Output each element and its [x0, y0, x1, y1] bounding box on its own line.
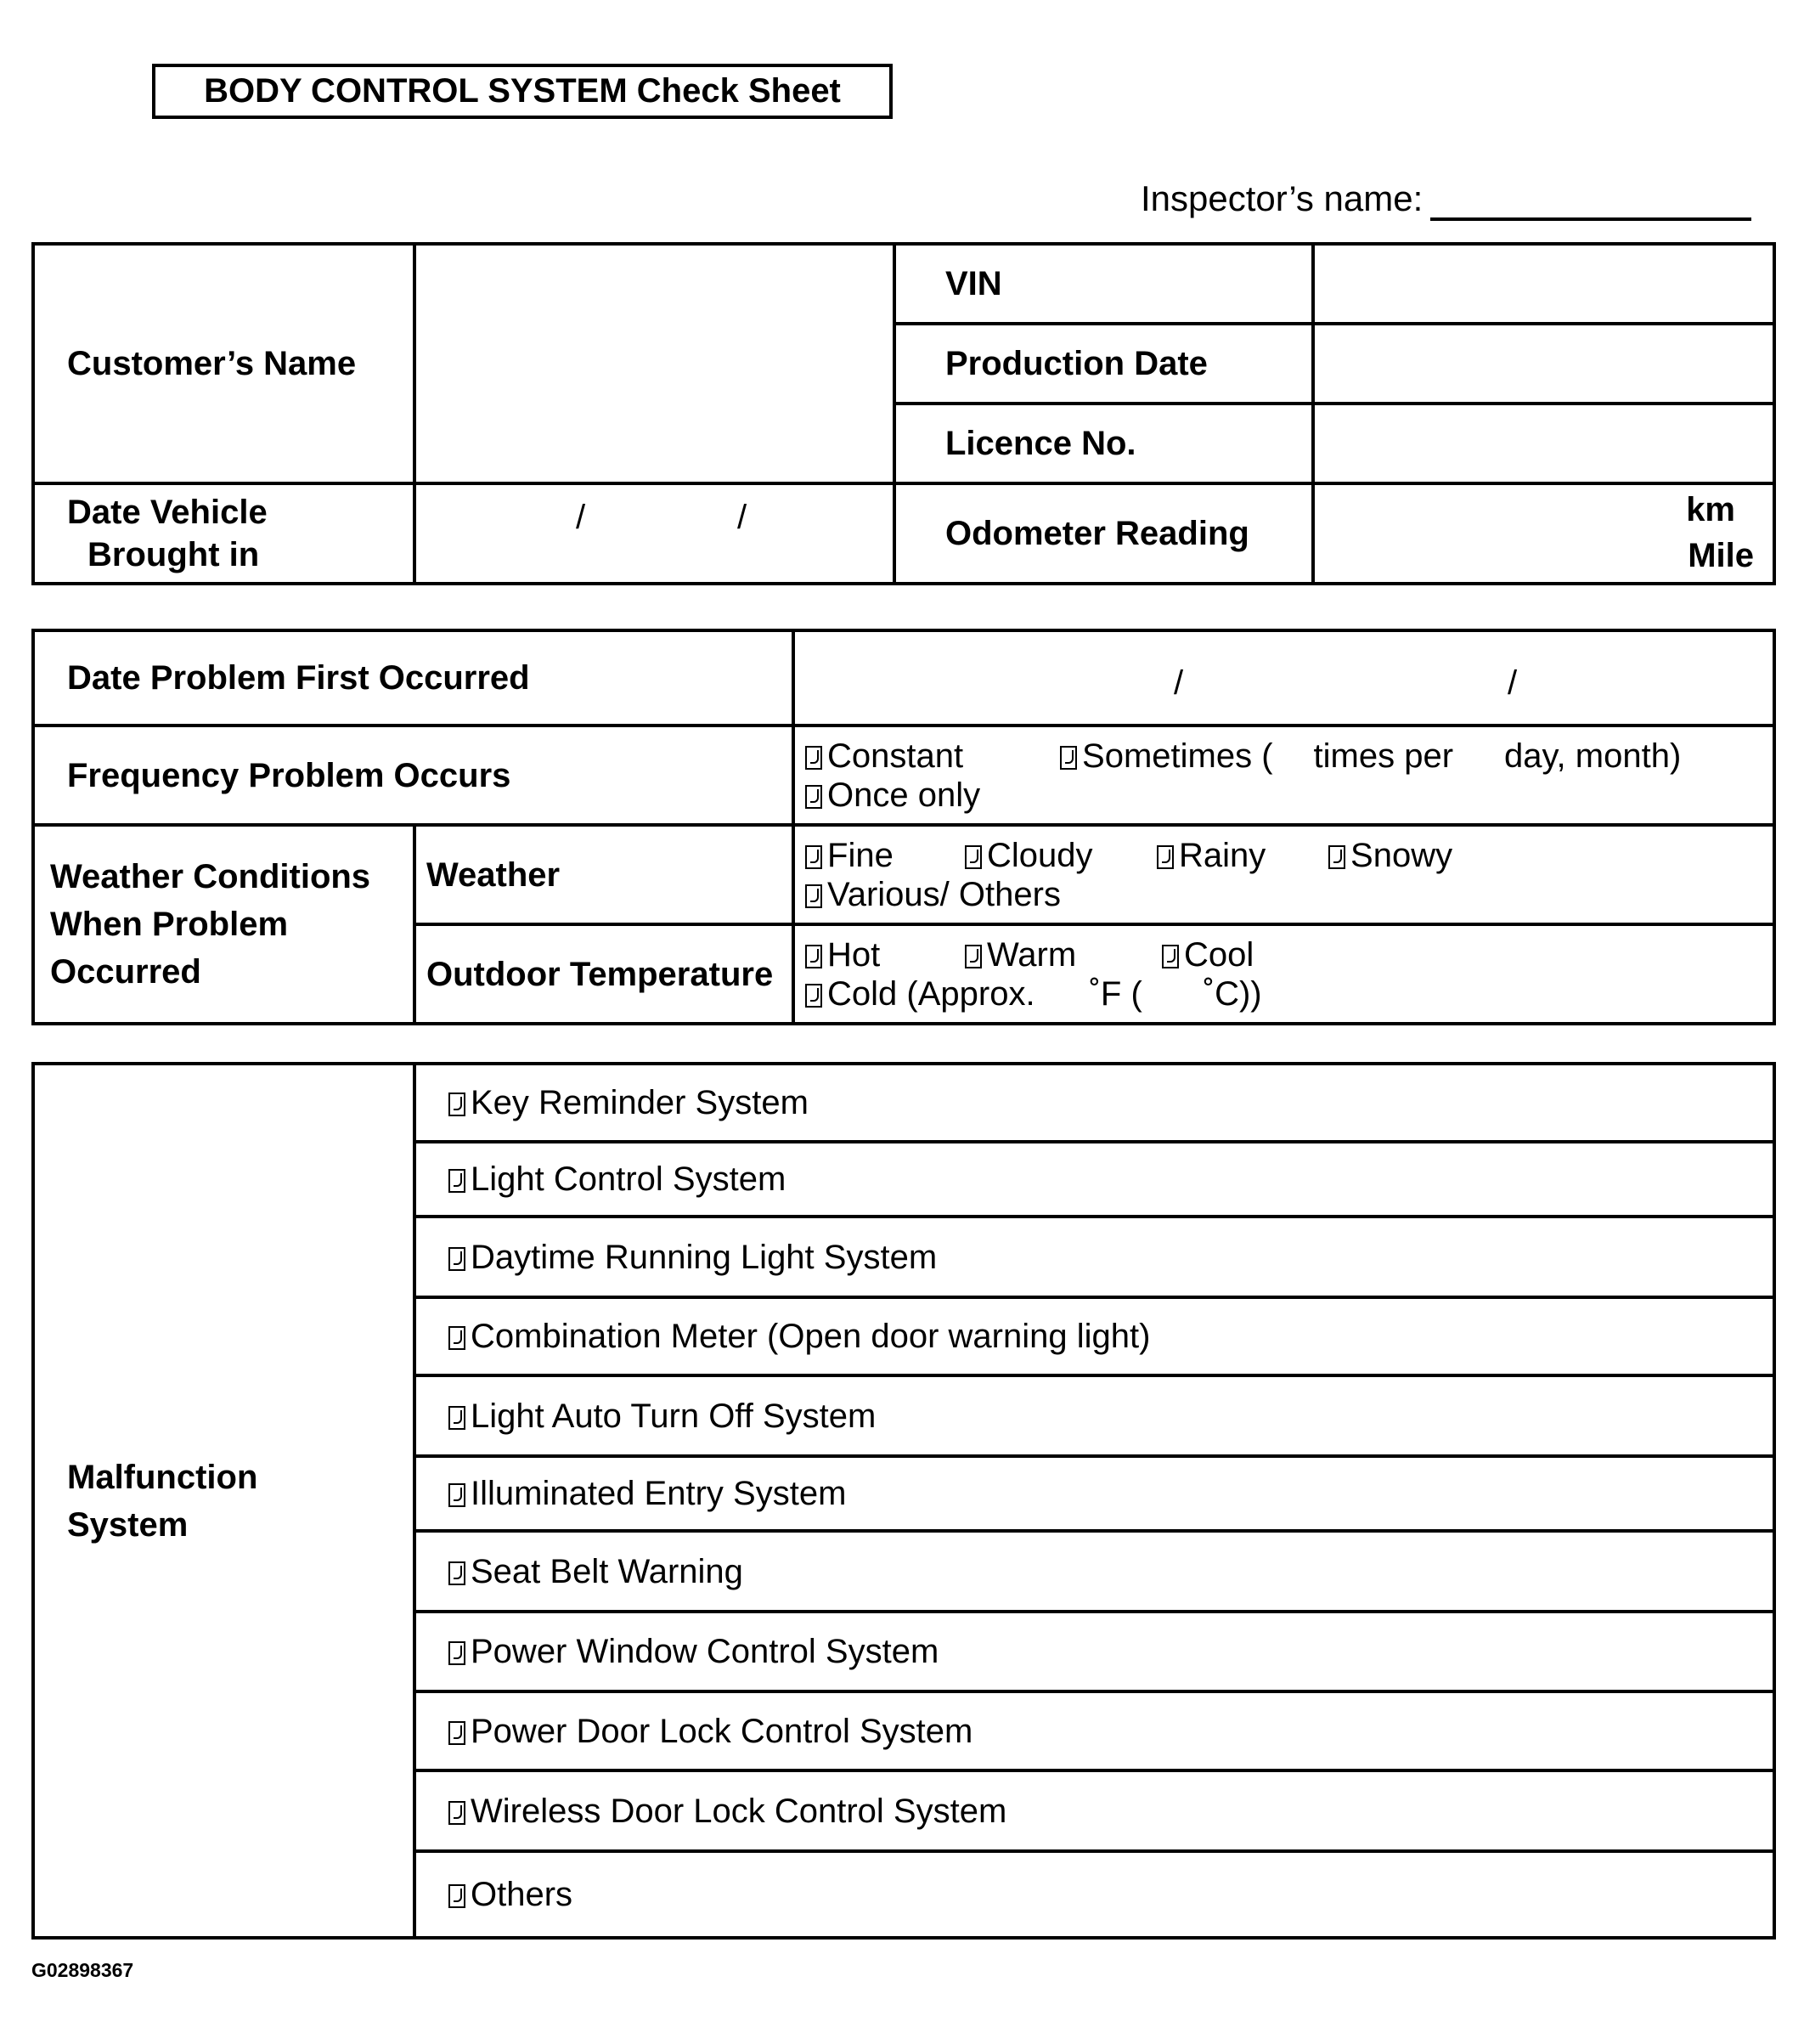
malfunction-item[interactable]: [414, 1531, 1774, 1612]
licence-no-field[interactable]: [1313, 404, 1774, 483]
malfunction-item[interactable]: [414, 1851, 1774, 1938]
checkbox-icon: [448, 1561, 465, 1585]
malfunction-label-line1: Malfunction: [67, 1458, 258, 1496]
checkbox-icon: [805, 945, 822, 968]
weather-rainy-text: Rainy: [1179, 836, 1266, 874]
weather-options: [793, 825, 1774, 924]
date-separator-1: /: [576, 499, 586, 536]
checkbox-icon: [1060, 746, 1077, 770]
checkbox-icon: [1157, 845, 1174, 869]
problem-conditions-table: [31, 629, 1776, 1025]
malfunction-item-text: Combination Meter (Open door warning light): [471, 1318, 1151, 1355]
weather-snowy-option[interactable]: [1328, 836, 1452, 875]
checkbox-icon: [448, 1641, 465, 1665]
checkbox-icon: [805, 884, 822, 908]
temp-warm-text: Warm: [987, 935, 1077, 974]
date-brought-in-line1: Date Vehicle: [67, 494, 268, 531]
checkbox-icon: [448, 1247, 465, 1271]
weather-conditions-line3: Occurred: [50, 953, 201, 991]
weather-rainy-option[interactable]: [1157, 836, 1328, 875]
weather-conditions-label: [33, 825, 414, 1024]
temp-cold-option[interactable]: [805, 974, 1035, 1014]
temp-celsius-unit: ˚C)): [1203, 974, 1262, 1013]
weather-conditions-line1: Weather Conditions: [50, 858, 371, 895]
customer-name-label: Customer’s Name: [33, 244, 414, 483]
malfunction-item-text: Illuminated Entry System: [471, 1475, 847, 1512]
checkbox-icon: [448, 1169, 465, 1193]
vin-field[interactable]: [1313, 244, 1774, 324]
malfunction-item[interactable]: [414, 1142, 1774, 1217]
freq-sometimes-text: Sometimes (: [1082, 737, 1273, 775]
malfunction-item[interactable]: [414, 1217, 1774, 1297]
checkbox-icon: [1328, 845, 1345, 869]
weather-various-option[interactable]: [805, 875, 1061, 914]
checkbox-icon: [805, 785, 822, 809]
temp-hot-option[interactable]: [805, 935, 965, 974]
malfunction-item-text: Light Control System: [471, 1160, 786, 1198]
weather-fine-text: Fine: [827, 836, 894, 874]
malfunction-label-line2: System: [67, 1505, 189, 1544]
weather-cloudy-text: Cloudy: [987, 836, 1093, 874]
unit-km: km: [1686, 491, 1735, 528]
malfunction-item-text: Wireless Door Lock Control System: [471, 1792, 1007, 1830]
checkbox-icon: [448, 1406, 465, 1430]
date-separator-4: /: [1508, 664, 1518, 702]
weather-conditions-line2: When Problem: [50, 906, 289, 943]
date-separator-2: /: [737, 499, 747, 536]
malfunction-item[interactable]: [414, 1456, 1774, 1531]
customer-name-field[interactable]: [414, 244, 894, 483]
odometer-field[interactable]: [1313, 483, 1774, 584]
malfunction-item-text: Key Reminder System: [471, 1084, 809, 1121]
checkbox-icon: [1162, 945, 1179, 968]
freq-sometimes-option[interactable]: [1060, 737, 1273, 776]
weather-fine-option[interactable]: [805, 836, 965, 875]
date-brought-in-line2: Brought in: [87, 536, 260, 573]
inspector-name-field[interactable]: [1430, 217, 1751, 221]
checkbox-icon: [805, 845, 822, 869]
date-first-occurred-label: Date Problem First Occurred: [33, 630, 793, 726]
malfunction-item-text: Power Window Control System: [471, 1633, 939, 1670]
freq-once-option[interactable]: [805, 776, 980, 815]
freq-once-text: Once only: [827, 776, 981, 814]
production-date-field[interactable]: [1313, 324, 1774, 404]
freq-constant-option[interactable]: [805, 737, 1060, 776]
weather-cloudy-option[interactable]: [965, 836, 1157, 875]
temp-cold-text: Cold (Approx.: [827, 974, 1035, 1013]
temp-cool-option[interactable]: [1162, 935, 1254, 974]
checkbox-icon: [805, 746, 822, 770]
malfunction-item-text: Power Door Lock Control System: [471, 1712, 973, 1750]
unit-mile: Mile: [1688, 537, 1754, 574]
checkbox-icon: [965, 945, 982, 968]
malfunction-rows: [33, 1064, 1774, 1938]
malfunction-item[interactable]: [414, 1297, 1774, 1375]
outdoor-temperature-label: Outdoor Temperature: [414, 924, 793, 1024]
weather-various-text: Various/ Others: [827, 875, 1061, 913]
malfunction-item[interactable]: [414, 1375, 1774, 1456]
checkbox-icon: [805, 984, 822, 1008]
malfunction-item[interactable]: [414, 1770, 1774, 1851]
freq-day-month: day, month): [1504, 737, 1682, 775]
odometer-label: Odometer Reading: [894, 483, 1313, 584]
checkbox-icon: [448, 1884, 465, 1908]
figure-id: G02898367: [31, 1959, 134, 1981]
vehicle-info-table: [31, 242, 1776, 585]
page-title: BODY CONTROL SYSTEM Check Sheet: [152, 64, 893, 119]
production-date-label: Production Date: [894, 324, 1313, 404]
date-brought-in-field[interactable]: [414, 483, 894, 584]
weather-label: Weather: [414, 825, 793, 924]
frequency-label: Frequency Problem Occurs: [33, 726, 793, 825]
temp-hot-text: Hot: [827, 935, 881, 974]
malfunction-system-label: [33, 1064, 414, 1938]
malfunction-item-text: Daytime Running Light System: [471, 1238, 938, 1276]
weather-snowy-text: Snowy: [1350, 836, 1453, 874]
checkbox-icon: [448, 1326, 465, 1350]
malfunction-item[interactable]: [414, 1064, 1774, 1142]
malfunction-item[interactable]: [414, 1691, 1774, 1770]
frequency-options: [793, 726, 1774, 825]
temp-fahrenheit-unit: ˚F (: [1089, 974, 1142, 1013]
vin-label: VIN: [894, 244, 1313, 324]
malfunction-item-text: Seat Belt Warning: [471, 1552, 743, 1590]
freq-constant-text: Constant: [827, 737, 964, 775]
temp-cool-text: Cool: [1184, 935, 1254, 974]
checkbox-icon: [448, 1721, 465, 1745]
temperature-options: [793, 924, 1774, 1024]
freq-times-per: times per: [1313, 737, 1454, 775]
malfunction-item-text: Light Auto Turn Off System: [471, 1397, 877, 1435]
malfunction-item-text: Others: [471, 1876, 573, 1913]
date-brought-in-label: [33, 483, 414, 584]
temp-warm-option[interactable]: [965, 935, 1162, 974]
inspector-name-label: Inspector’s name:: [1141, 178, 1423, 218]
checkbox-icon: [448, 1093, 465, 1116]
date-separator-3: /: [1174, 664, 1184, 702]
checkbox-icon: [448, 1483, 465, 1507]
checkbox-icon: [965, 845, 982, 869]
date-first-occurred-field[interactable]: [793, 630, 1774, 726]
licence-no-label: Licence No.: [894, 404, 1313, 483]
checkbox-icon: [448, 1801, 465, 1825]
malfunction-item[interactable]: [414, 1612, 1774, 1691]
malfunction-system-table: [31, 1062, 1776, 1940]
